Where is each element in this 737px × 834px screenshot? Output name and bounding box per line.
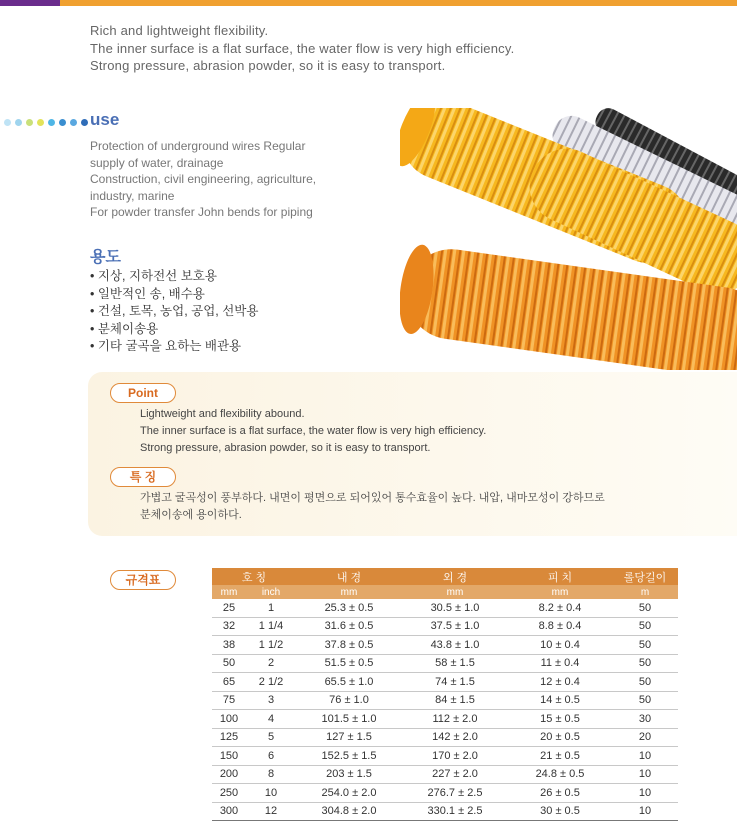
table-cell: 24.8 ± 0.5 bbox=[508, 765, 612, 784]
table-cell: 20 ± 0.5 bbox=[508, 728, 612, 747]
table-row bbox=[212, 691, 678, 710]
use-description bbox=[90, 138, 350, 221]
table-cell: 25.3 ± 0.5 bbox=[296, 599, 402, 617]
table-cell: 6 bbox=[246, 747, 296, 766]
table-row bbox=[212, 673, 678, 692]
table-cell: 254.0 ± 2.0 bbox=[296, 784, 402, 803]
table-cell: 2 bbox=[246, 654, 296, 673]
header-outer-diameter: 외 경 bbox=[402, 568, 508, 585]
table-cell: 200 bbox=[212, 765, 246, 784]
hose-photo bbox=[400, 108, 737, 370]
use-line: Protection of underground wires Regular bbox=[90, 139, 306, 153]
intro-line: Rich and lightweight flexibility. bbox=[90, 23, 269, 38]
table-cell: 10 bbox=[612, 784, 678, 803]
table-cell: 170 ± 2.0 bbox=[402, 747, 508, 766]
table-cell: 10 bbox=[612, 765, 678, 784]
point-line: Strong pressure, abrasion powder, so it is easy to transport. bbox=[140, 442, 431, 454]
unit-cell: m bbox=[612, 585, 678, 599]
table-cell: 250 bbox=[212, 784, 246, 803]
use-title: use bbox=[90, 110, 120, 129]
table-cell: 300 bbox=[212, 802, 246, 821]
table-cell: 304.8 ± 2.0 bbox=[296, 802, 402, 821]
table-row bbox=[212, 728, 678, 747]
dot-icon bbox=[81, 119, 88, 126]
table-cell: 227 ± 2.0 bbox=[402, 765, 508, 784]
table-cell: 330.1 ± 2.5 bbox=[402, 802, 508, 821]
table-cell: 50 bbox=[612, 636, 678, 655]
table-cell: 84 ± 1.5 bbox=[402, 691, 508, 710]
table-cell: 1 bbox=[246, 599, 296, 617]
table-row bbox=[212, 710, 678, 729]
dot-icon bbox=[37, 119, 44, 126]
feature-line: 가볍고 굴곡성이 풍부하다. 내면이 평면으로 되어있어 통수효율이 높다. 내압, 내마모성이 강하므로 bbox=[140, 492, 605, 504]
table-cell: 10 bbox=[246, 784, 296, 803]
table-header-row bbox=[212, 568, 678, 585]
table-cell: 50 bbox=[612, 673, 678, 692]
table-cell: 37.5 ± 1.0 bbox=[402, 617, 508, 636]
table-cell: 150 bbox=[212, 747, 246, 766]
intro-text bbox=[90, 22, 514, 75]
table-cell: 75 bbox=[212, 691, 246, 710]
feature-line: 분체이송에 용이하다. bbox=[140, 509, 242, 521]
table-cell: 8.2 ± 0.4 bbox=[508, 599, 612, 617]
list-item: • 분체이송용 bbox=[90, 321, 159, 336]
use-line: industry, marine bbox=[90, 188, 175, 203]
table-cell: 51.5 ± 0.5 bbox=[296, 654, 402, 673]
table-cell: 125 bbox=[212, 728, 246, 747]
table-cell: 74 ± 1.5 bbox=[402, 673, 508, 692]
header-roll-length: 롤당길이 bbox=[612, 568, 678, 585]
intro-line: The inner surface is a flat surface, the water flow is very high efficiency. bbox=[90, 40, 515, 56]
unit-cell: mm bbox=[212, 585, 246, 599]
feature-label: 특 징 bbox=[110, 467, 176, 487]
table-cell: 14 ± 0.5 bbox=[508, 691, 612, 710]
table-cell: 112 ± 2.0 bbox=[402, 710, 508, 729]
table-cell: 2 1/2 bbox=[246, 673, 296, 692]
table-cell: 11 ± 0.4 bbox=[508, 654, 612, 673]
table-cell: 58 ± 1.5 bbox=[402, 654, 508, 673]
table-cell: 30 bbox=[612, 710, 678, 729]
table-cell: 30.5 ± 1.0 bbox=[402, 599, 508, 617]
decorative-dots bbox=[4, 117, 88, 127]
table-cell: 12 bbox=[246, 802, 296, 821]
table-cell: 37.8 ± 0.5 bbox=[296, 636, 402, 655]
table-row bbox=[212, 747, 678, 766]
table-row bbox=[212, 599, 678, 617]
table-cell: 50 bbox=[612, 654, 678, 673]
table-cell: 8.8 ± 0.4 bbox=[508, 617, 612, 636]
table-cell: 8 bbox=[246, 765, 296, 784]
table-cell: 38 bbox=[212, 636, 246, 655]
table-cell: 10 bbox=[612, 747, 678, 766]
table-cell: 10 bbox=[612, 802, 678, 821]
korean-use-list bbox=[90, 268, 258, 356]
unit-cell: inch bbox=[246, 585, 296, 599]
table-cell: 203 ± 1.5 bbox=[296, 765, 402, 784]
table-cell: 32 bbox=[212, 617, 246, 636]
header-inner-diameter: 내 경 bbox=[296, 568, 402, 585]
feature-text bbox=[140, 490, 605, 524]
point-label: Point bbox=[110, 383, 176, 403]
unit-cell: mm bbox=[296, 585, 402, 599]
table-cell: 5 bbox=[246, 728, 296, 747]
table-row bbox=[212, 784, 678, 803]
table-cell: 100 bbox=[212, 710, 246, 729]
table-cell: 76 ± 1.0 bbox=[296, 691, 402, 710]
use-line: supply of water, drainage bbox=[90, 155, 224, 170]
table-cell: 20 bbox=[612, 728, 678, 747]
dot-icon bbox=[26, 119, 33, 126]
list-item: • 건설, 토목, 농업, 공업, 선박용 bbox=[90, 304, 259, 318]
list-item: • 기타 굴곡을 요하는 배관용 bbox=[90, 339, 242, 353]
table-cell: 25 bbox=[212, 599, 246, 617]
table-cell: 50 bbox=[612, 617, 678, 636]
dot-icon bbox=[59, 119, 66, 126]
table-cell: 127 ± 1.5 bbox=[296, 728, 402, 747]
table-cell: 101.5 ± 1.0 bbox=[296, 710, 402, 729]
spec-label: 규격표 bbox=[110, 570, 176, 590]
table-cell: 1 1/2 bbox=[246, 636, 296, 655]
dot-icon bbox=[48, 119, 55, 126]
point-text bbox=[140, 406, 486, 457]
unit-cell: mm bbox=[402, 585, 508, 599]
table-cell: 142 ± 2.0 bbox=[402, 728, 508, 747]
table-unit-row bbox=[212, 585, 678, 599]
table-row bbox=[212, 617, 678, 636]
table-cell: 1 1/4 bbox=[246, 617, 296, 636]
table-cell: 31.6 ± 0.5 bbox=[296, 617, 402, 636]
korean-use-title: 용도 bbox=[90, 249, 121, 266]
spec-table bbox=[212, 568, 678, 821]
table-row bbox=[212, 802, 678, 821]
header-nominal: 호 칭 bbox=[212, 568, 296, 585]
point-line: The inner surface is a flat surface, the water flow is very high efficiency. bbox=[140, 425, 487, 437]
table-cell: 10 ± 0.4 bbox=[508, 636, 612, 655]
point-line: Lightweight and flexibility abound. bbox=[140, 408, 305, 420]
dot-icon bbox=[15, 119, 22, 126]
table-cell: 43.8 ± 1.0 bbox=[402, 636, 508, 655]
table-cell: 50 bbox=[212, 654, 246, 673]
use-line: Construction, civil engineering, agriculture, bbox=[90, 172, 317, 186]
table-cell: 50 bbox=[612, 599, 678, 617]
unit-cell: mm bbox=[508, 585, 612, 599]
use-line: For powder transfer John bends for piping bbox=[90, 205, 313, 219]
table-row bbox=[212, 654, 678, 673]
table-cell: 50 bbox=[612, 691, 678, 710]
table-cell: 12 ± 0.4 bbox=[508, 673, 612, 692]
table-cell: 152.5 ± 1.5 bbox=[296, 747, 402, 766]
table-cell: 30 ± 0.5 bbox=[508, 802, 612, 821]
dot-icon bbox=[70, 119, 77, 126]
table-cell: 26 ± 0.5 bbox=[508, 784, 612, 803]
list-item: • 지상, 지하전선 보호용 bbox=[90, 269, 217, 283]
table-row bbox=[212, 765, 678, 784]
table-cell: 3 bbox=[246, 691, 296, 710]
table-cell: 65 bbox=[212, 673, 246, 692]
table-cell: 65.5 ± 1.0 bbox=[296, 673, 402, 692]
dot-icon bbox=[4, 119, 11, 126]
table-cell: 276.7 ± 2.5 bbox=[402, 784, 508, 803]
header-pitch: 피 치 bbox=[508, 568, 612, 585]
table-cell: 15 ± 0.5 bbox=[508, 710, 612, 729]
top-color-bar bbox=[0, 0, 737, 6]
list-item: • 일반적인 송, 배수용 bbox=[90, 286, 205, 301]
intro-line: Strong pressure, abrasion powder, so it is easy to transport. bbox=[90, 58, 446, 73]
table-cell: 21 ± 0.5 bbox=[508, 747, 612, 766]
table-row bbox=[212, 636, 678, 655]
table-cell: 4 bbox=[246, 710, 296, 729]
